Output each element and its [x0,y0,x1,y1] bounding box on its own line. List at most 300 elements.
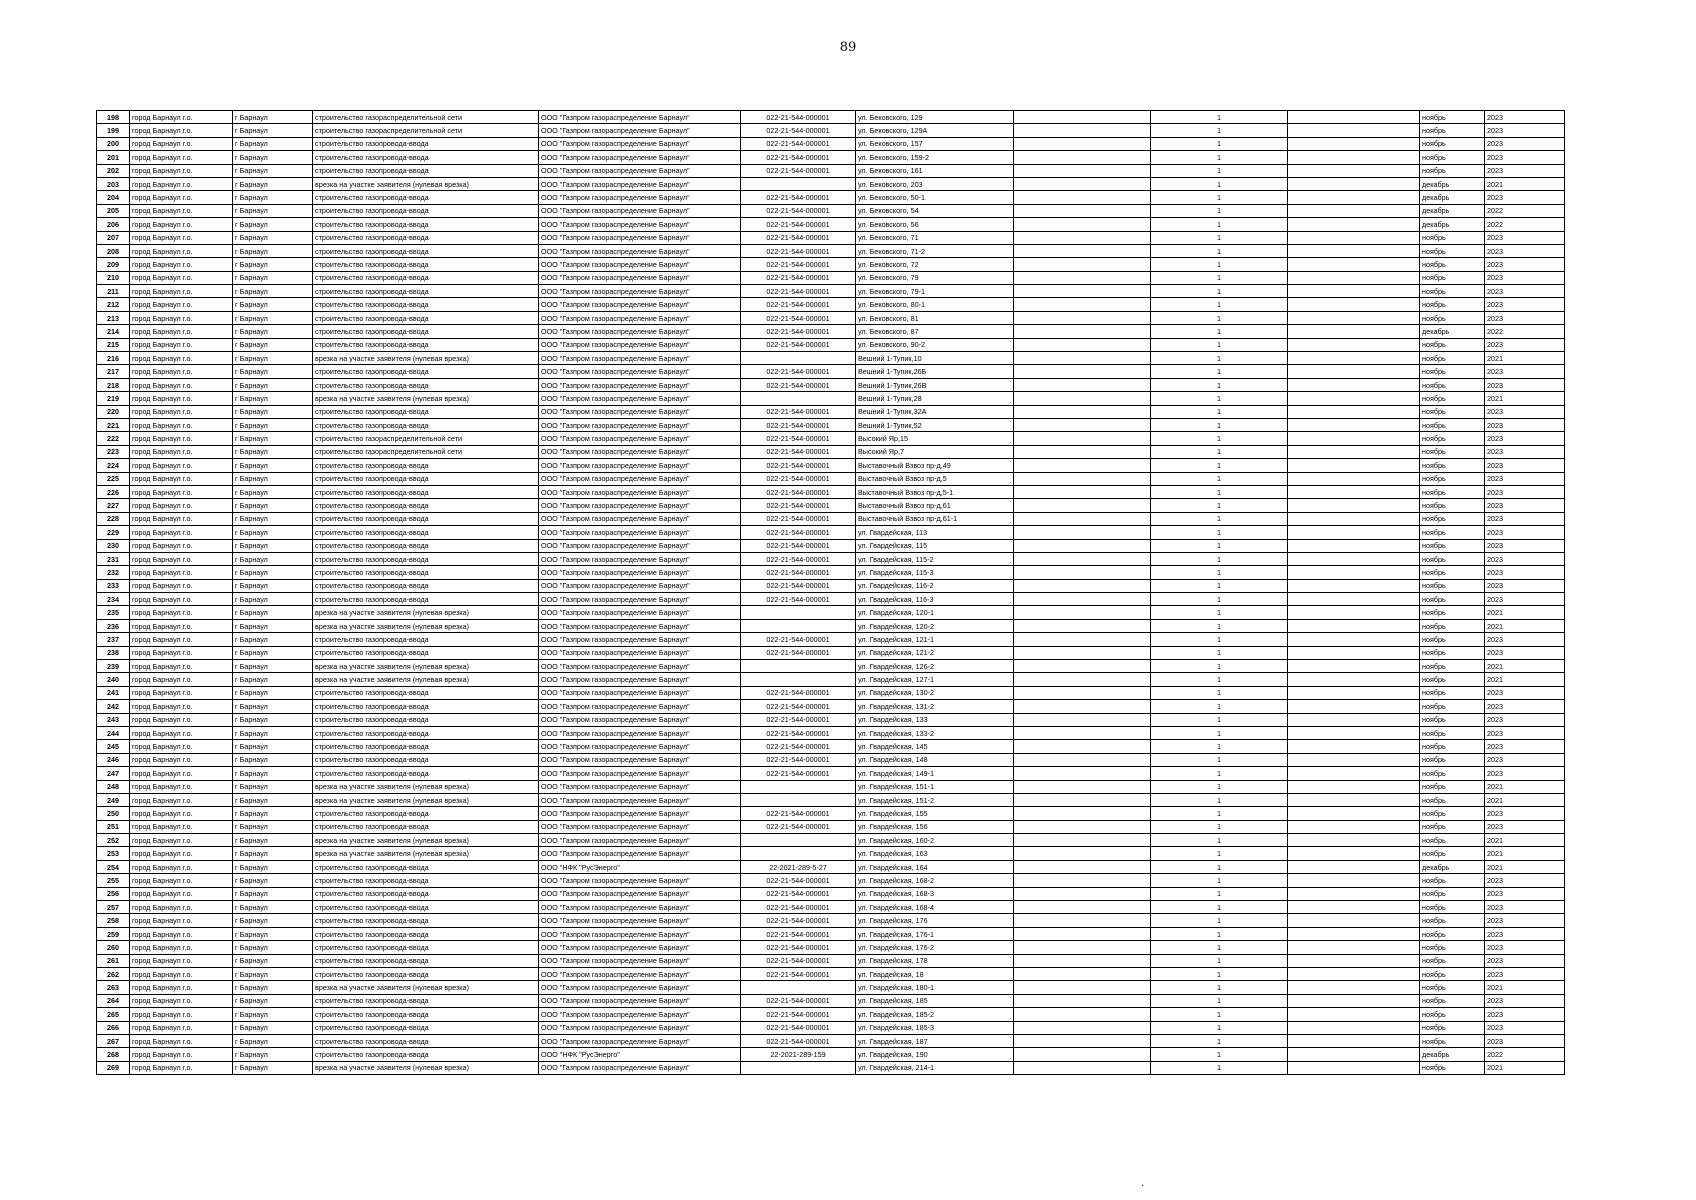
cell-work-type: строительство газопровода-ввода [313,740,539,753]
cell-municipality: город Барнаул г.о. [130,124,233,137]
cell-empty-column-2 [1288,847,1420,860]
cell-contractor: ООО "Газпром газораспределение Барнаул" [539,633,741,646]
cell-contractor: ООО "Газпром газораспределение Барнаул" [539,820,741,833]
cell-municipality: город Барнаул г.о. [130,619,233,632]
cell-count: 1 [1151,432,1288,445]
cell-month: ноябрь [1420,418,1485,431]
cell-month: ноябрь [1420,512,1485,525]
cell-permit-number: 022-21-544-000001 [741,887,856,900]
cell-work-type: строительство газопровода-ввода [313,552,539,565]
cell-contractor: ООО "Газпром газораспределение Барнаул" [539,593,741,606]
cell-settlement: г Барнаул [233,285,313,298]
cell-work-type: строительство газопровода-ввода [313,713,539,726]
cell-empty-column [1014,472,1151,485]
cell-work-type: строительство газопровода-ввода [313,820,539,833]
cell-settlement: г Барнаул [233,111,313,124]
cell-contractor: ООО "Газпром газораспределение Барнаул" [539,686,741,699]
cell-contractor: ООО "Газпром газораспределение Барнаул" [539,418,741,431]
cell-year: 2023 [1485,700,1565,713]
cell-empty-column [1014,311,1151,324]
cell-year: 2023 [1485,244,1565,257]
table-row [97,1048,1565,1061]
cell-count: 1 [1151,124,1288,137]
cell-address: ул. Гвардейская, 130-2 [856,686,1014,699]
cell-work-type: врезка на участке заявителя (нулевая врезка) [313,981,539,994]
cell-empty-column-2 [1288,378,1420,391]
cell-work-type: врезка на участке заявителя (нулевая врезка) [313,619,539,632]
cell-permit-number [741,673,856,686]
cell-year: 2023 [1485,526,1565,539]
cell-address: ул. Гвардейская, 176-2 [856,941,1014,954]
cell-year: 2023 [1485,593,1565,606]
cell-settlement: г Барнаул [233,418,313,431]
cell-count: 1 [1151,539,1288,552]
cell-work-type: строительство газопровода-ввода [313,593,539,606]
cell-address: Вешний 1-Тупик,10 [856,352,1014,365]
table-body [97,111,1565,1075]
cell-year: 2022 [1485,218,1565,231]
cell-municipality: город Барнаул г.о. [130,606,233,619]
cell-municipality: город Барнаул г.о. [130,204,233,217]
cell-work-type: строительство газопровода-ввода [313,753,539,766]
cell-empty-column [1014,700,1151,713]
cell-year: 2023 [1485,1021,1565,1034]
cell-address: ул. Гвардейская, 126-2 [856,660,1014,673]
cell-month: ноябрь [1420,137,1485,150]
cell-work-type: строительство газопровода-ввода [313,285,539,298]
cell-settlement: г Барнаул [233,445,313,458]
cell-permit-number: 022-21-544-000001 [741,539,856,552]
cell-municipality: город Барнаул г.о. [130,325,233,338]
cell-contractor: ООО "Газпром газораспределение Барнаул" [539,767,741,780]
cell-month: ноябрь [1420,298,1485,311]
cell-settlement: г Барнаул [233,633,313,646]
cell-year: 2023 [1485,726,1565,739]
cell-municipality: город Барнаул г.о. [130,338,233,351]
cell-empty-column-2 [1288,566,1420,579]
cell-permit-number: 022-21-544-000001 [741,914,856,927]
cell-permit-number: 022-21-544-000001 [741,111,856,124]
table-row [97,258,1565,271]
cell-row-number: 252 [97,834,130,847]
cell-year: 2023 [1485,285,1565,298]
cell-work-type: строительство газопровода-ввода [313,686,539,699]
cell-settlement: г Барнаул [233,485,313,498]
cell-work-type: строительство газопровода-ввода [313,566,539,579]
cell-year: 2023 [1485,566,1565,579]
table-row [97,593,1565,606]
cell-year: 2023 [1485,1034,1565,1047]
cell-empty-column [1014,1048,1151,1061]
cell-address: ул. Бековского, 157 [856,137,1014,150]
cell-year: 2023 [1485,151,1565,164]
cell-municipality: город Барнаул г.о. [130,459,233,472]
cell-month: ноябрь [1420,954,1485,967]
cell-municipality: город Барнаул г.о. [130,793,233,806]
cell-count: 1 [1151,700,1288,713]
cell-empty-column [1014,552,1151,565]
cell-municipality: город Барнаул г.о. [130,726,233,739]
cell-empty-column-2 [1288,619,1420,632]
cell-count: 1 [1151,137,1288,150]
cell-row-number: 212 [97,298,130,311]
cell-empty-column-2 [1288,820,1420,833]
cell-settlement: г Барнаул [233,1008,313,1021]
cell-address: ул. Бековского, 129А [856,124,1014,137]
cell-municipality: город Барнаул г.о. [130,646,233,659]
cell-month: ноябрь [1420,1034,1485,1047]
cell-permit-number: 022-21-544-000001 [741,1008,856,1021]
cell-contractor: ООО "Газпром газораспределение Барнаул" [539,218,741,231]
cell-empty-column [1014,660,1151,673]
cell-empty-column-2 [1288,271,1420,284]
cell-row-number: 214 [97,325,130,338]
cell-work-type: строительство газопровода-ввода [313,968,539,981]
table-row [97,539,1565,552]
cell-contractor: ООО "Газпром газораспределение Барнаул" [539,378,741,391]
table-row [97,432,1565,445]
cell-month: ноябрь [1420,285,1485,298]
cell-settlement: г Барнаул [233,793,313,806]
cell-permit-number: 022-21-544-000001 [741,633,856,646]
cell-permit-number: 022-21-544-000001 [741,231,856,244]
cell-row-number: 202 [97,164,130,177]
cell-contractor: ООО "Газпром газораспределение Барнаул" [539,298,741,311]
cell-municipality: город Барнаул г.о. [130,767,233,780]
cell-count: 1 [1151,566,1288,579]
table-row [97,325,1565,338]
cell-municipality: город Барнаул г.о. [130,941,233,954]
cell-work-type: строительство газораспределительной сети [313,111,539,124]
cell-contractor: ООО "Газпром газораспределение Барнаул" [539,311,741,324]
cell-year: 2023 [1485,418,1565,431]
cell-empty-column [1014,459,1151,472]
cell-permit-number: 022-21-544-000001 [741,164,856,177]
cell-contractor: ООО "Газпром газораспределение Барнаул" [539,1021,741,1034]
cell-row-number: 261 [97,954,130,967]
cell-municipality: город Барнаул г.о. [130,820,233,833]
cell-permit-number [741,793,856,806]
cell-contractor: ООО "Газпром газораспределение Барнаул" [539,231,741,244]
cell-contractor: ООО "Газпром газораспределение Барнаул" [539,111,741,124]
cell-municipality: город Барнаул г.о. [130,566,233,579]
cell-row-number: 260 [97,941,130,954]
cell-row-number: 250 [97,807,130,820]
cell-row-number: 208 [97,244,130,257]
cell-empty-column-2 [1288,673,1420,686]
cell-work-type: строительство газопровода-ввода [313,472,539,485]
cell-empty-column [1014,124,1151,137]
cell-contractor: ООО "Газпром газораспределение Барнаул" [539,177,741,190]
cell-empty-column [1014,753,1151,766]
cell-contractor: ООО "Газпром газораспределение Барнаул" [539,164,741,177]
cell-empty-column-2 [1288,432,1420,445]
cell-row-number: 242 [97,700,130,713]
cell-empty-column-2 [1288,767,1420,780]
cell-contractor: ООО "Газпром газораспределение Барнаул" [539,606,741,619]
cell-settlement: г Барнаул [233,204,313,217]
cell-contractor: ООО "Газпром газораспределение Барнаул" [539,432,741,445]
cell-work-type: строительство газопровода-ввода [313,485,539,498]
cell-year: 2023 [1485,807,1565,820]
cell-empty-column-2 [1288,606,1420,619]
cell-address: ул. Гвардейская, 151-1 [856,780,1014,793]
cell-row-number: 234 [97,593,130,606]
cell-permit-number: 022-21-544-000001 [741,258,856,271]
cell-work-type: строительство газопровода-ввода [313,726,539,739]
cell-address: ул. Гвардейская, 164 [856,860,1014,873]
cell-count: 1 [1151,445,1288,458]
cell-count: 1 [1151,579,1288,592]
cell-permit-number: 022-21-544-000001 [741,579,856,592]
table-row [97,927,1565,940]
cell-empty-column [1014,686,1151,699]
cell-empty-column-2 [1288,124,1420,137]
cell-work-type: строительство газопровода-ввода [313,1048,539,1061]
cell-count: 1 [1151,378,1288,391]
cell-month: ноябрь [1420,820,1485,833]
cell-empty-column-2 [1288,579,1420,592]
cell-work-type: строительство газораспределительной сети [313,432,539,445]
table-row [97,151,1565,164]
cell-municipality: город Барнаул г.о. [130,780,233,793]
cell-contractor: ООО "Газпром газораспределение Барнаул" [539,660,741,673]
cell-count: 1 [1151,459,1288,472]
cell-month: ноябрь [1420,660,1485,673]
table-row [97,847,1565,860]
cell-month: ноябрь [1420,1021,1485,1034]
cell-address: ул. Гвардейская, 190 [856,1048,1014,1061]
cell-row-number: 248 [97,780,130,793]
cell-municipality: город Барнаул г.о. [130,244,233,257]
cell-month: ноябрь [1420,392,1485,405]
cell-row-number: 229 [97,526,130,539]
cell-address: ул. Гвардейская, 168-4 [856,901,1014,914]
cell-settlement: г Барнаул [233,472,313,485]
cell-address: ул. Гвардейская, 163 [856,847,1014,860]
cell-contractor: ООО "Газпром газораспределение Барнаул" [539,1061,741,1074]
cell-settlement: г Барнаул [233,164,313,177]
table-row [97,1061,1565,1074]
cell-empty-column-2 [1288,700,1420,713]
cell-empty-column [1014,378,1151,391]
cell-contractor: ООО "Газпром газораспределение Барнаул" [539,499,741,512]
cell-address: ул. Гвардейская, 148 [856,753,1014,766]
cell-count: 1 [1151,901,1288,914]
cell-permit-number: 022-21-544-000001 [741,593,856,606]
cell-address: ул. Гвардейская, 156 [856,820,1014,833]
cell-permit-number: 022-21-544-000001 [741,740,856,753]
cell-year: 2021 [1485,1061,1565,1074]
cell-work-type: строительство газопровода-ввода [313,418,539,431]
cell-settlement: г Барнаул [233,271,313,284]
cell-municipality: город Барнаул г.о. [130,981,233,994]
cell-count: 1 [1151,258,1288,271]
cell-year: 2023 [1485,927,1565,940]
cell-empty-column [1014,352,1151,365]
cell-settlement: г Барнаул [233,378,313,391]
cell-settlement: г Барнаул [233,258,313,271]
cell-month: декабрь [1420,204,1485,217]
cell-permit-number: 022-21-544-000001 [741,767,856,780]
cell-settlement: г Барнаул [233,700,313,713]
cell-contractor: ООО "Газпром газораспределение Барнаул" [539,793,741,806]
cell-empty-column-2 [1288,258,1420,271]
cell-permit-number: 022-21-544-000001 [741,445,856,458]
cell-municipality: город Барнаул г.о. [130,378,233,391]
cell-contractor: ООО "Газпром газораспределение Барнаул" [539,579,741,592]
cell-address: ул. Гвардейская, 18 [856,968,1014,981]
cell-settlement: г Барнаул [233,405,313,418]
cell-contractor: ООО "Газпром газораспределение Барнаул" [539,352,741,365]
cell-address: ул. Гвардейская, 187 [856,1034,1014,1047]
table-row [97,338,1565,351]
cell-permit-number: 022-21-544-000001 [741,526,856,539]
table-row [97,218,1565,231]
table-row [97,686,1565,699]
cell-municipality: город Барнаул г.о. [130,285,233,298]
cell-month: ноябрь [1420,124,1485,137]
cell-municipality: город Барнаул г.о. [130,1021,233,1034]
cell-empty-column-2 [1288,968,1420,981]
table-row [97,579,1565,592]
cell-municipality: город Барнаул г.о. [130,552,233,565]
cell-count: 1 [1151,418,1288,431]
cell-month: ноябрь [1420,311,1485,324]
table-row [97,1021,1565,1034]
cell-year: 2023 [1485,994,1565,1007]
cell-year: 2023 [1485,231,1565,244]
cell-settlement: г Барнаул [233,231,313,244]
cell-month: декабрь [1420,860,1485,873]
cell-address: ул. Бековского, 129 [856,111,1014,124]
cell-address: ул. Бековского, 159-2 [856,151,1014,164]
cell-work-type: строительство газопровода-ввода [313,1034,539,1047]
cell-empty-column-2 [1288,164,1420,177]
cell-address: ул. Гвардейская, 121-1 [856,633,1014,646]
cell-empty-column [1014,499,1151,512]
cell-permit-number [741,847,856,860]
cell-year: 2021 [1485,847,1565,860]
cell-year: 2021 [1485,619,1565,632]
cell-empty-column [1014,418,1151,431]
cell-work-type: строительство газораспределительной сети [313,124,539,137]
cell-municipality: город Барнаул г.о. [130,111,233,124]
cell-empty-column-2 [1288,860,1420,873]
cell-year: 2023 [1485,633,1565,646]
cell-row-number: 220 [97,405,130,418]
table-row [97,418,1565,431]
cell-count: 1 [1151,1008,1288,1021]
cell-empty-column [1014,325,1151,338]
cell-address: ул. Гвардейская, 133-2 [856,726,1014,739]
cell-work-type: строительство газопровода-ввода [313,941,539,954]
cell-count: 1 [1151,954,1288,967]
cell-municipality: город Барнаул г.о. [130,1034,233,1047]
cell-row-number: 241 [97,686,130,699]
cell-empty-column [1014,767,1151,780]
cell-permit-number [741,834,856,847]
cell-settlement: г Барнаул [233,874,313,887]
table-row [97,392,1565,405]
table-row [97,499,1565,512]
cell-empty-column-2 [1288,793,1420,806]
cell-count: 1 [1151,338,1288,351]
cell-contractor: ООО "Газпром газораспределение Барнаул" [539,1008,741,1021]
cell-permit-number: 022-21-544-000001 [741,124,856,137]
cell-row-number: 218 [97,378,130,391]
cell-empty-column-2 [1288,177,1420,190]
table-row [97,405,1565,418]
cell-empty-column-2 [1288,151,1420,164]
cell-count: 1 [1151,847,1288,860]
cell-year: 2023 [1485,740,1565,753]
cell-contractor: ООО "Газпром газораспределение Барнаул" [539,941,741,954]
cell-municipality: город Барнаул г.о. [130,352,233,365]
cell-count: 1 [1151,244,1288,257]
cell-count: 1 [1151,606,1288,619]
cell-year: 2021 [1485,981,1565,994]
cell-row-number: 245 [97,740,130,753]
cell-work-type: строительство газопровода-ввода [313,700,539,713]
cell-contractor: ООО "Газпром газораспределение Барнаул" [539,124,741,137]
cell-count: 1 [1151,646,1288,659]
cell-settlement: г Барнаул [233,539,313,552]
cell-count: 1 [1151,1021,1288,1034]
cell-empty-column-2 [1288,981,1420,994]
cell-year: 2023 [1485,432,1565,445]
cell-permit-number: 022-21-544-000001 [741,686,856,699]
cell-contractor: ООО "Газпром газораспределение Барнаул" [539,834,741,847]
cell-count: 1 [1151,311,1288,324]
cell-settlement: г Барнаул [233,593,313,606]
cell-permit-number: 022-21-544-000001 [741,499,856,512]
cell-empty-column [1014,834,1151,847]
cell-contractor: ООО "Газпром газораспределение Барнаул" [539,552,741,565]
cell-month: ноябрь [1420,834,1485,847]
cell-empty-column-2 [1288,660,1420,673]
cell-row-number: 232 [97,566,130,579]
cell-empty-column [1014,285,1151,298]
cell-municipality: город Барнаул г.о. [130,258,233,271]
cell-year: 2023 [1485,820,1565,833]
cell-year: 2023 [1485,338,1565,351]
table-row [97,552,1565,565]
table-row [97,874,1565,887]
cell-work-type: строительство газопровода-ввода [313,244,539,257]
cell-month: ноябрь [1420,927,1485,940]
cell-work-type: врезка на участке заявителя (нулевая врезка) [313,352,539,365]
cell-row-number: 240 [97,673,130,686]
cell-empty-column-2 [1288,231,1420,244]
cell-municipality: город Барнаул г.о. [130,700,233,713]
cell-work-type: строительство газопровода-ввода [313,807,539,820]
cell-contractor: ООО "Газпром газораспределение Барнаул" [539,137,741,150]
cell-year: 2023 [1485,552,1565,565]
cell-empty-column-2 [1288,191,1420,204]
cell-count: 1 [1151,633,1288,646]
cell-year: 2022 [1485,325,1565,338]
cell-address: ул. Гвардейская, 178 [856,954,1014,967]
cell-empty-column [1014,968,1151,981]
cell-year: 2023 [1485,298,1565,311]
cell-empty-column [1014,191,1151,204]
cell-month: ноябрь [1420,780,1485,793]
table-row [97,472,1565,485]
cell-contractor: ООО "Газпром газораспределение Барнаул" [539,445,741,458]
cell-month: ноябрь [1420,378,1485,391]
cell-empty-column-2 [1288,418,1420,431]
